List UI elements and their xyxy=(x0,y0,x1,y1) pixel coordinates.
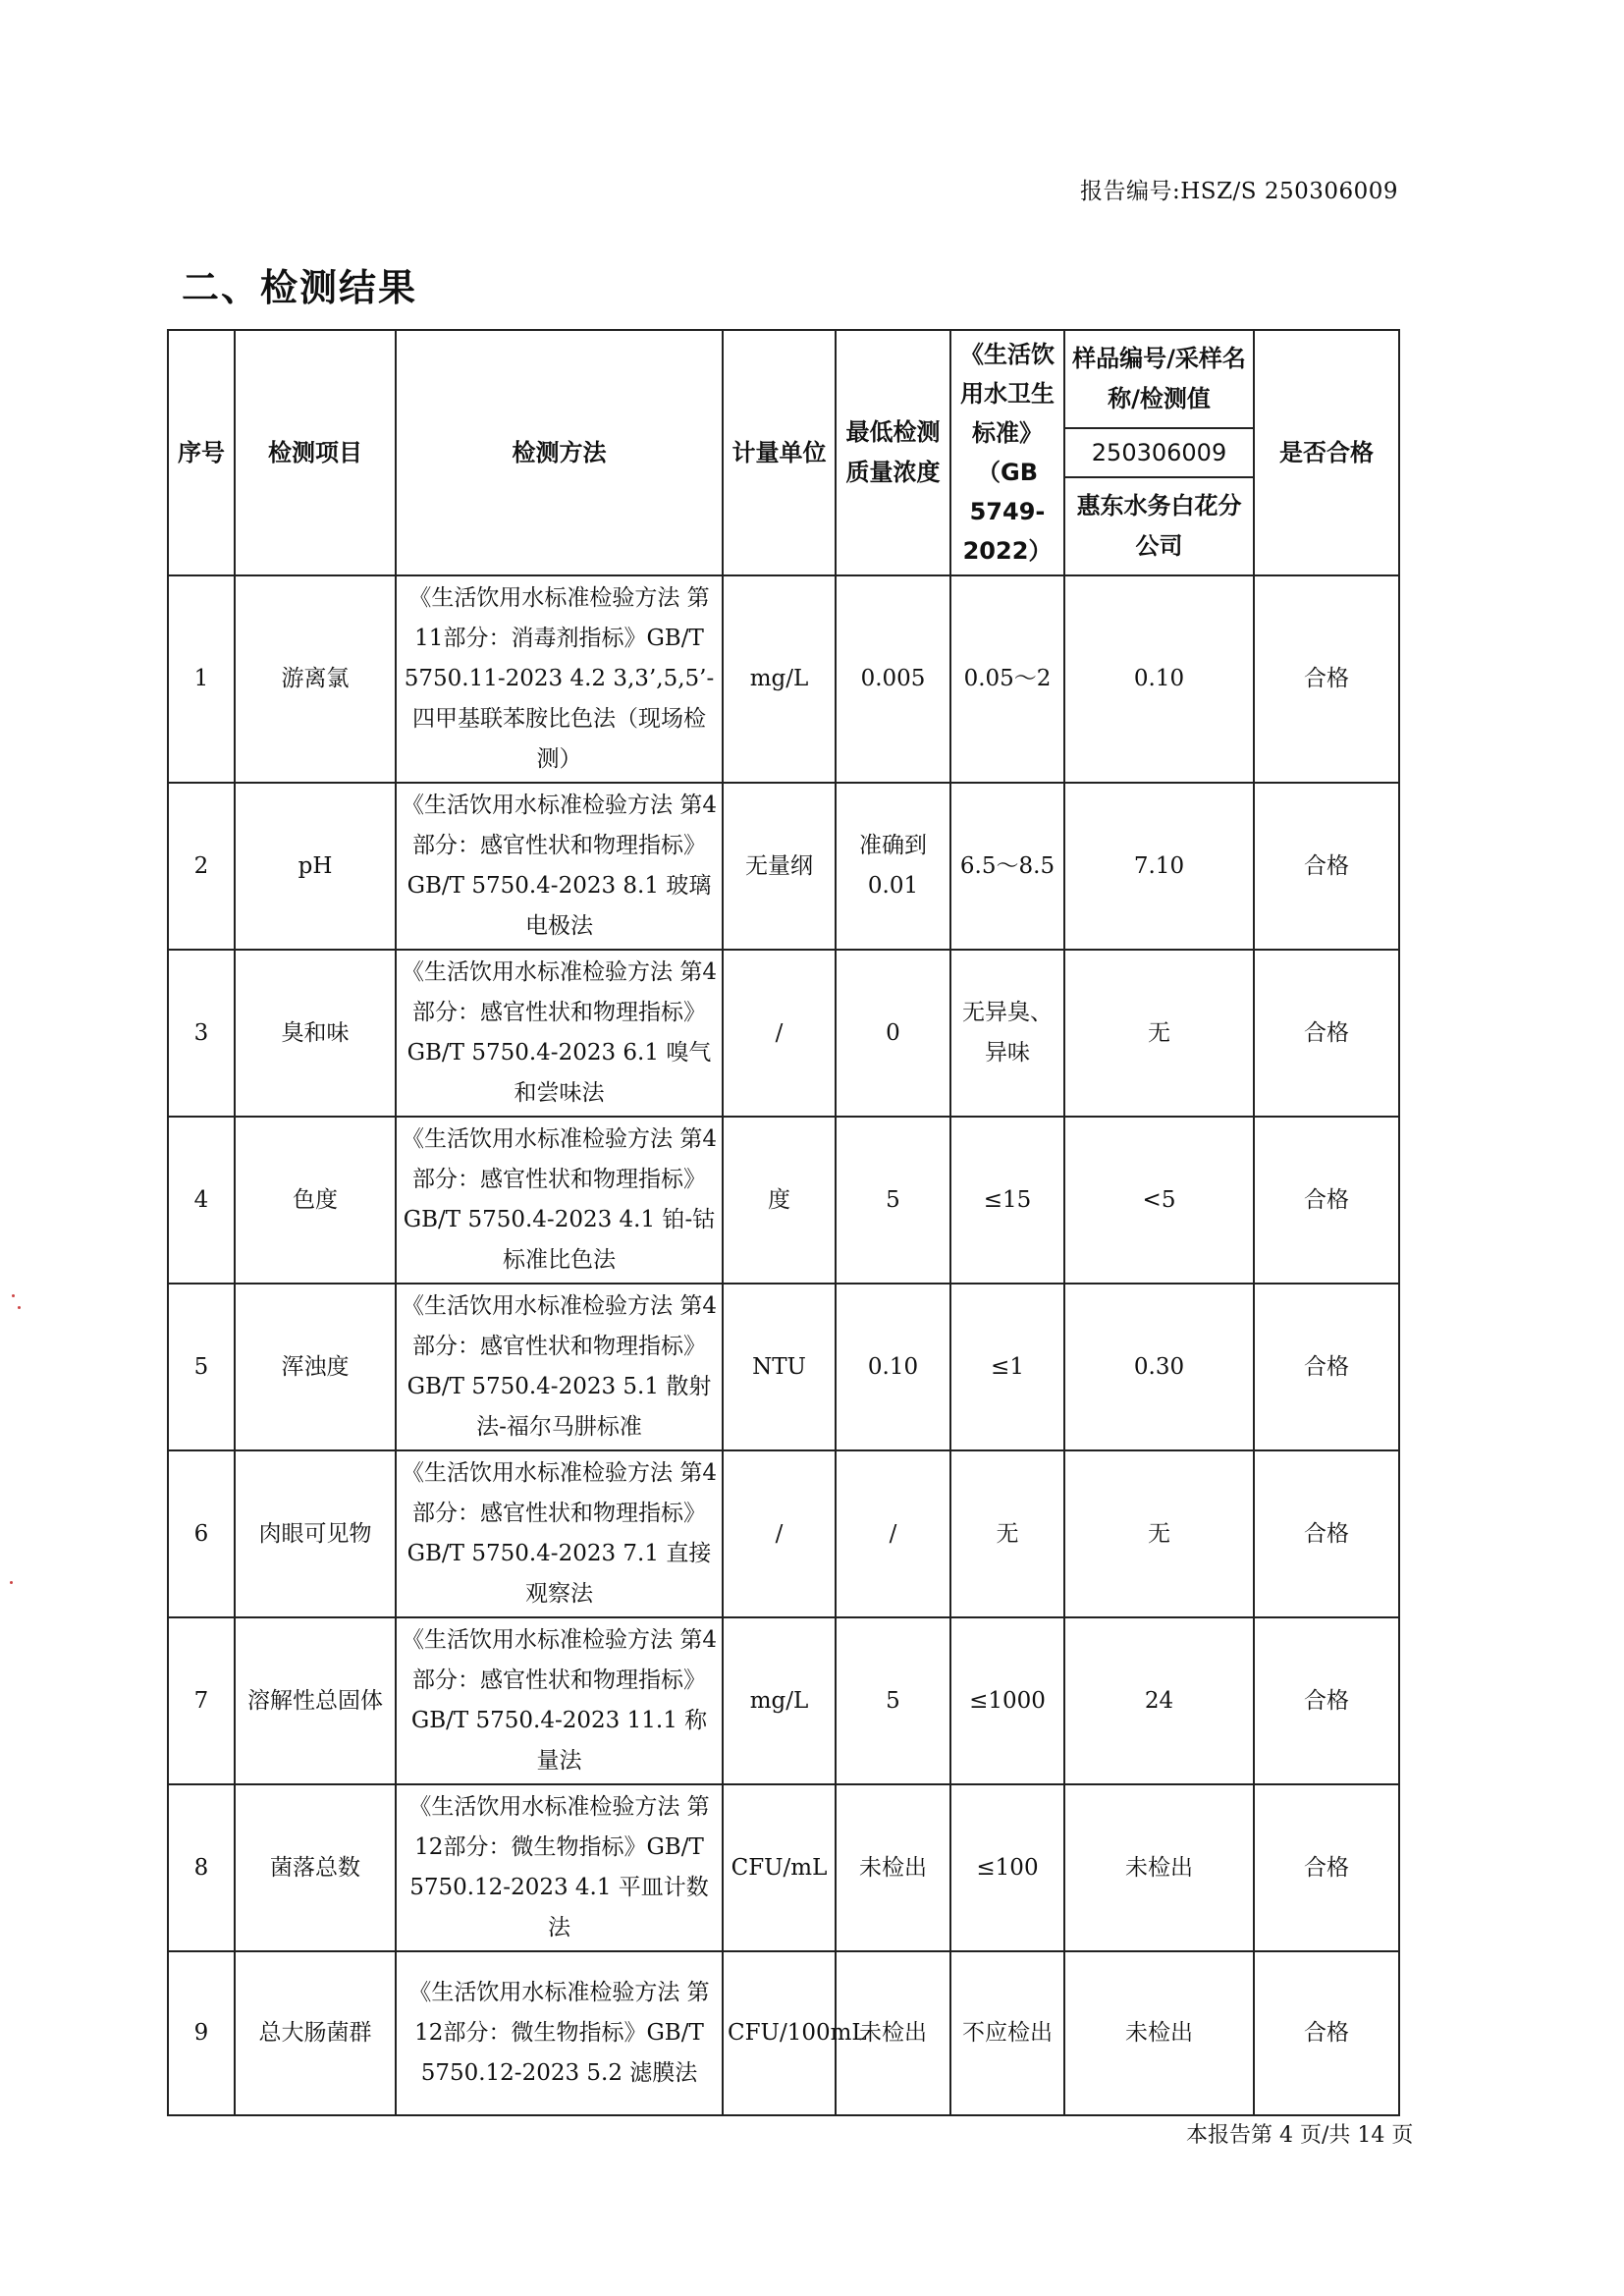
cell-unit: mg/L xyxy=(723,575,836,783)
header-item: 检测项目 xyxy=(235,330,396,575)
cell-standard: 6.5～8.5 xyxy=(950,783,1064,950)
cell-item: 臭和味 xyxy=(235,950,396,1117)
cell-standard: 无异臭、异味 xyxy=(950,950,1064,1117)
table-row xyxy=(168,1450,1399,1617)
page-footer: 本报告第 4 页/共 14 页 xyxy=(1186,2123,1414,2148)
cell-seq: 2 xyxy=(168,783,235,950)
cell-value: 0.10 xyxy=(1064,575,1254,783)
cell-standard: ≤1 xyxy=(950,1284,1064,1450)
cell-value: 0.30 xyxy=(1064,1284,1254,1450)
cell-pass: 合格 xyxy=(1254,1284,1399,1450)
table-row xyxy=(168,950,1399,1117)
table-row xyxy=(168,1117,1399,1284)
cell-method: 《生活饮用水标准检验方法 第11部分：消毒剂指标》GB/T 5750.11-2023 4.2 3,3’,5,5’-四甲基联苯胺比色法（现场检测） xyxy=(396,575,723,783)
cell-min-conc: 未检出 xyxy=(836,1784,950,1951)
header-sample-name: 惠东水务白花分公司 xyxy=(1064,477,1254,575)
scan-mark xyxy=(12,1294,15,1297)
cell-seq: 4 xyxy=(168,1117,235,1284)
cell-item: pH xyxy=(235,783,396,950)
table-row xyxy=(168,1284,1399,1450)
cell-seq: 8 xyxy=(168,1784,235,1951)
cell-seq: 9 xyxy=(168,1951,235,2115)
cell-pass: 合格 xyxy=(1254,950,1399,1117)
cell-item: 游离氯 xyxy=(235,575,396,783)
cell-unit: / xyxy=(723,1450,836,1617)
header-method: 检测方法 xyxy=(396,330,723,575)
cell-value: 24 xyxy=(1064,1617,1254,1784)
cell-item: 肉眼可见物 xyxy=(235,1450,396,1617)
header-unit: 计量单位 xyxy=(723,330,836,575)
table-row xyxy=(168,1617,1399,1784)
cell-method: 《生活饮用水标准检验方法 第4部分：感官性状和物理指标》GB/T 5750.4-2023 5.1 散射法-福尔马肼标准 xyxy=(396,1284,723,1450)
cell-unit: CFU/mL xyxy=(723,1784,836,1951)
table-row xyxy=(168,575,1399,783)
cell-method: 《生活饮用水标准检验方法 第4部分：感官性状和物理指标》GB/T 5750.4-2023 4.1 铂-钴标准比色法 xyxy=(396,1117,723,1284)
cell-item: 溶解性总固体 xyxy=(235,1617,396,1784)
cell-min-conc: 准确到0.01 xyxy=(836,783,950,950)
cell-value: 无 xyxy=(1064,1450,1254,1617)
cell-standard: 不应检出 xyxy=(950,1951,1064,2115)
header-seq: 序号 xyxy=(168,330,235,575)
cell-min-conc: 5 xyxy=(836,1617,950,1784)
cell-pass: 合格 xyxy=(1254,1617,1399,1784)
results-table xyxy=(167,329,1400,2116)
cell-item: 浑浊度 xyxy=(235,1284,396,1450)
scan-mark xyxy=(10,1581,13,1584)
cell-min-conc: 未检出 xyxy=(836,1951,950,2115)
header-sample-group: 样品编号/采样名称/检测值 xyxy=(1064,330,1254,428)
cell-method: 《生活饮用水标准检验方法 第4部分：感官性状和物理指标》GB/T 5750.4-2023 7.1 直接观察法 xyxy=(396,1450,723,1617)
cell-item: 总大肠菌群 xyxy=(235,1951,396,2115)
cell-unit: 度 xyxy=(723,1117,836,1284)
cell-min-conc: / xyxy=(836,1450,950,1617)
cell-pass: 合格 xyxy=(1254,1450,1399,1617)
cell-pass: 合格 xyxy=(1254,1784,1399,1951)
cell-method: 《生活饮用水标准检验方法 第4部分：感官性状和物理指标》GB/T 5750.4-2023 8.1 玻璃电极法 xyxy=(396,783,723,950)
cell-value: <5 xyxy=(1064,1117,1254,1284)
table-row xyxy=(168,1784,1399,1951)
cell-seq: 6 xyxy=(168,1450,235,1617)
cell-pass: 合格 xyxy=(1254,1117,1399,1284)
header-standard: 《生活饮用水卫生标准》（GB 5749-2022） xyxy=(950,330,1064,575)
cell-min-conc: 0 xyxy=(836,950,950,1117)
cell-seq: 3 xyxy=(168,950,235,1117)
cell-standard: ≤15 xyxy=(950,1117,1064,1284)
header-min-conc: 最低检测质量浓度 xyxy=(836,330,950,575)
section-title: 二、检测结果 xyxy=(182,266,418,309)
cell-method: 《生活饮用水标准检验方法 第12部分：微生物指标》GB/T 5750.12-2023 4.1 平皿计数法 xyxy=(396,1784,723,1951)
cell-seq: 7 xyxy=(168,1617,235,1784)
cell-unit: / xyxy=(723,950,836,1117)
cell-pass: 合格 xyxy=(1254,575,1399,783)
cell-standard: 0.05～2 xyxy=(950,575,1064,783)
cell-unit: NTU xyxy=(723,1284,836,1450)
cell-standard: ≤1000 xyxy=(950,1617,1064,1784)
cell-standard: 无 xyxy=(950,1450,1064,1617)
cell-unit: CFU/100mL xyxy=(723,1951,836,2115)
cell-item: 菌落总数 xyxy=(235,1784,396,1951)
scan-mark xyxy=(18,1306,21,1309)
cell-pass: 合格 xyxy=(1254,1951,1399,2115)
cell-value: 无 xyxy=(1064,950,1254,1117)
cell-value: 7.10 xyxy=(1064,783,1254,950)
cell-pass: 合格 xyxy=(1254,783,1399,950)
cell-min-conc: 0.10 xyxy=(836,1284,950,1450)
cell-standard: ≤100 xyxy=(950,1784,1064,1951)
cell-method: 《生活饮用水标准检验方法 第4部分：感官性状和物理指标》GB/T 5750.4-2023 11.1 称量法 xyxy=(396,1617,723,1784)
cell-seq: 1 xyxy=(168,575,235,783)
cell-min-conc: 0.005 xyxy=(836,575,950,783)
cell-value: 未检出 xyxy=(1064,1784,1254,1951)
cell-value: 未检出 xyxy=(1064,1951,1254,2115)
cell-item: 色度 xyxy=(235,1117,396,1284)
report-number: 报告编号:HSZ/S 250306009 xyxy=(1080,179,1399,204)
header-sample-id: 250306009 xyxy=(1064,428,1254,477)
table-row xyxy=(168,783,1399,950)
cell-min-conc: 5 xyxy=(836,1117,950,1284)
header-pass: 是否合格 xyxy=(1254,330,1399,575)
cell-method: 《生活饮用水标准检验方法 第4部分：感官性状和物理指标》GB/T 5750.4-2023 6.1 嗅气和尝味法 xyxy=(396,950,723,1117)
cell-unit: mg/L xyxy=(723,1617,836,1784)
cell-method: 《生活饮用水标准检验方法 第12部分：微生物指标》GB/T 5750.12-2023 5.2 滤膜法 xyxy=(396,1951,723,2115)
cell-unit: 无量纲 xyxy=(723,783,836,950)
cell-seq: 5 xyxy=(168,1284,235,1450)
table-row xyxy=(168,1951,1399,2115)
